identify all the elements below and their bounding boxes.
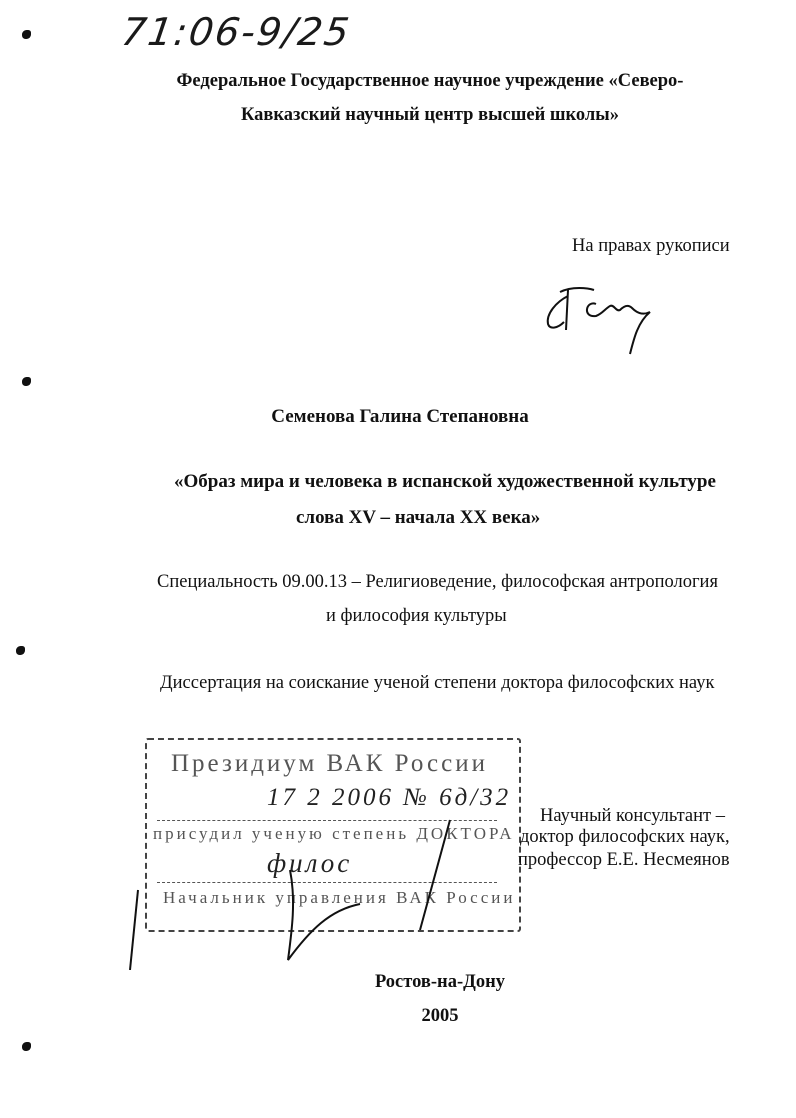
punch-mark — [22, 30, 31, 39]
author-signature — [538, 282, 658, 362]
city: Ростов-на-Дону — [374, 972, 506, 992]
institution-line-2: Кавказский научный центр высшей школы» — [241, 105, 619, 125]
punch-mark — [22, 377, 31, 386]
institution-line-1: Федеральное Государственное научное учреждение «Северо- — [176, 71, 684, 91]
handwritten-signature — [120, 800, 520, 970]
archive-code: 71:06-9/25 — [118, 10, 354, 54]
specialty-line-1: Специальность 09.00.13 – Религиоведение, философская антропология — [157, 572, 718, 592]
punch-mark — [22, 1042, 31, 1051]
stamp-signatory: Начальник управления ВАК России — [163, 888, 516, 907]
degree-line: Диссертация на соискание ученой степени доктора философских наук — [160, 673, 715, 693]
year: 2005 — [421, 1006, 459, 1026]
institution-name — [150, 64, 710, 132]
stamp-field: филос — [267, 848, 353, 878]
stamp-decision-date: 17 2 2006 № 6д/32 — [267, 784, 512, 811]
specialty-line-2: и философия культуры — [326, 606, 507, 626]
thesis-title-line-2: слова XV – начала XX века» — [296, 507, 541, 528]
consultant-degree: доктор философских наук, — [520, 827, 730, 847]
stamp-degree-awarded: присудил ученую степень ДОКТОРА — [153, 824, 515, 843]
consultant-label: Научный консультант – — [540, 806, 725, 826]
author-name: Семенова Галина Степановна — [271, 406, 529, 427]
consultant-name: профессор Е.Е. Несмеянов — [518, 850, 730, 870]
punch-mark — [16, 646, 25, 655]
thesis-title-line-1: «Образ мира и человека в испанской художественной культуре — [174, 471, 716, 492]
stamp-header: Президиум ВАК России — [171, 750, 488, 777]
rights-note: На правах рукописи — [572, 236, 730, 256]
